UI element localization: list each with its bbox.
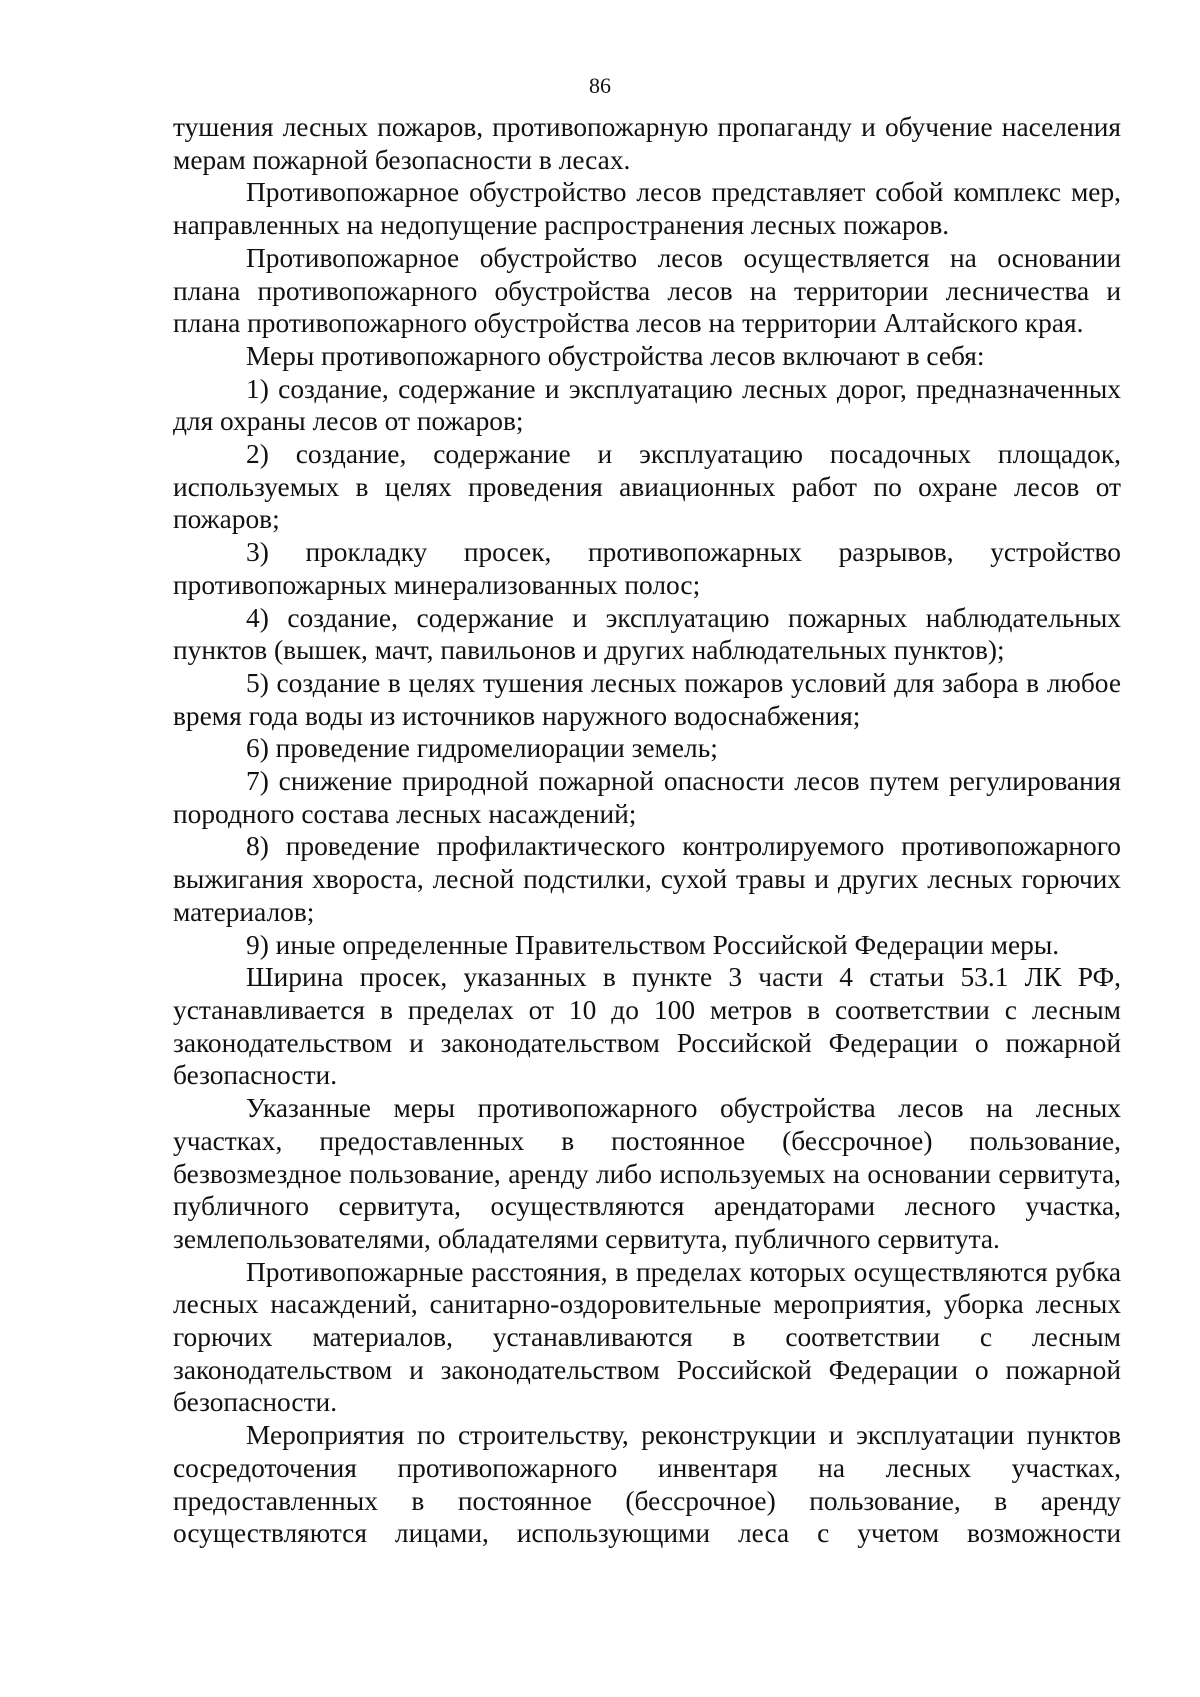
page-number: 86 — [589, 73, 611, 98]
list-item-3: 3) прокладку просек, противопожарных разрывов, устройство противопожарных минерализованных полос; — [173, 537, 1121, 600]
list-item-7: 7) снижение природной пожарной опасности лесов путем регулирования породного состава лесных насаждений; — [173, 766, 1121, 829]
list-item-6: 6) проведение гидромелиорации земель; — [246, 733, 718, 764]
list-item-2: 2) создание, содержание и эксплуатацию посадочных площадок, используемых в целях проведения авиационных работ по охране лесов от пожаров; — [173, 439, 1121, 535]
paragraph-measures-intro: Меры противопожарного обустройства лесов включают в себя: — [246, 340, 985, 371]
paragraph-responsible-parties: Указанные меры противопожарного обустройства лесов на лесных участках, предоставленных в постоянное (бессрочное) пользование, безвозмездное пользование, аренду либо используемых на основании сервитута, публичного сервитута, осуществляются арендаторами лесного участка, землепользователями, обладателями сервитута, публичного сервитута. — [173, 1093, 1121, 1254]
paragraph-fire-arrangement-definition: Противопожарное обустройство лесов представляет собой комплекс мер, направленных на недопущение распространения лесных пожаров. — [173, 177, 1121, 241]
list-item-8: 8) проведение профилактического контролируемого противопожарного выжигания хвороста, лесной подстилки, сухой травы и других лесных горючих материалов; — [173, 831, 1121, 927]
paragraph-fire-distances: Противопожарные расстояния, в пределах которых осуществляются рубка лесных насаждений, санитарно-оздоровительные мероприятия, уборка лесных горючих материалов, устанавливаются в соответствии с лесным законодательством и законодательством Российской Федерации о пожарной безопасности. — [173, 1256, 1121, 1418]
list-item-4: 4) создание, содержание и эксплуатацию пожарных наблюдательных пунктов (вышек, мачт, павильонов и других наблюдательных пунктов); — [173, 602, 1121, 666]
paragraph-inventory-points: Мероприятия по строительству, реконструкции и эксплуатации пунктов сосредоточения противопожарного инвентаря на лесных участках, предоставленных в постоянное (бессрочное) пользование, в аренду осуществляются лицами, использующими леса с учетом возможности — [173, 1420, 1121, 1549]
list-item-1: 1) создание, содержание и эксплуатацию лесных дорог, предназначенных для охраны лесов от пожаров; — [173, 373, 1121, 437]
document-body — [173, 111, 1121, 1550]
list-item-9: 9) иные определенные Правительством Российской Федерации меры. — [246, 929, 1060, 960]
paragraph-fire-arrangement-plan: Противопожарное обустройство лесов осуществляется на основании плана противопожарного обустройства лесов на территории лесничества и плана противопожарного обустройства лесов на территории Алтайского края. — [173, 242, 1121, 339]
paragraph-clearing-width: Ширина просек, указанных в пункте 3 части 4 статьи 53.1 ЛК РФ, устанавливается в пределах от 10 до 100 метров в соответствии с лесным законодательством и законодательством Российской Федерации о пожарной безопасности. — [173, 962, 1121, 1091]
paragraph-continuation: тушения лесных пожаров, противопожарную пропаганду и обучение населения мерам пожарной безопасности в лесах. — [173, 112, 1121, 175]
list-item-5: 5) создание в целях тушения лесных пожаров условий для забора в любое время года воды из источников наружного водоснабжения; — [173, 667, 1121, 731]
